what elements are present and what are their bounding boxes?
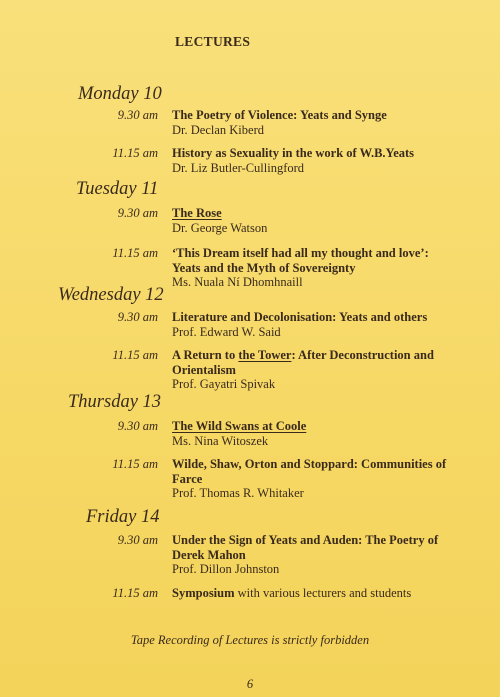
lecture-title: ‘This Dream itself had all my thought and love’:: [172, 246, 429, 260]
title-underlined-part: the Tower: [238, 348, 292, 362]
lecture-entry: [172, 206, 462, 235]
day-heading-friday: Friday 14: [86, 507, 160, 527]
lecturer-name: Prof. Thomas R. Whitaker: [172, 486, 304, 500]
lecturer-name: Dr. George Watson: [172, 220, 268, 235]
time-label: 9.30 am: [117, 206, 158, 220]
lecture-title: The Wild Swans at Coole: [172, 419, 307, 433]
lecture-title-continued: Yeats and the Myth of Sovereignty: [172, 260, 356, 275]
lecture-title: Symposium: [172, 586, 235, 600]
time-label: 11.15 am: [112, 348, 158, 362]
symposium-line: [172, 586, 411, 600]
lecturer-name: Prof. Dillon Johnston: [172, 562, 280, 576]
title-part: A Return to: [172, 348, 239, 362]
lecturer-name: Dr. Liz Butler-Cullingford: [172, 160, 305, 175]
page-title: LECTURES: [175, 34, 251, 49]
lecture-title: Wilde, Shaw, Orton and Stoppard: Communities of: [172, 457, 447, 471]
lecture-entry: [172, 419, 462, 448]
lecture-title: [172, 348, 462, 363]
lecture-entry: [172, 108, 462, 137]
lecture-entry: [172, 586, 462, 601]
lecture-entry: [172, 348, 462, 392]
lecture-title: Under the Sign of Yeats and Auden: The Poetry of: [172, 533, 439, 547]
page-number: 6: [246, 677, 254, 691]
day-heading-thursday: Thursday 13: [68, 392, 162, 412]
lecture-entry: [172, 533, 462, 577]
time-label: 9.30 am: [117, 310, 158, 324]
time-label: 9.30 am: [117, 108, 158, 122]
time-label: 11.15 am: [112, 586, 158, 600]
lecture-title: The Poetry of Violence: Yeats and Synge: [172, 108, 387, 122]
lecture-title-continued: Derek Mahon: [172, 547, 246, 562]
lecturer-name: Ms. Nuala Ní Dhomhnaill: [172, 275, 303, 289]
day-heading-wednesday: Wednesday 12: [58, 285, 164, 305]
lecturer-name: Dr. Declan Kiberd: [172, 122, 264, 137]
time-label: 11.15 am: [112, 457, 158, 471]
lecturer-name: Prof. Edward W. Said: [172, 324, 281, 339]
lecture-title-continued: Farce: [172, 471, 203, 486]
time-label: 11.15 am: [112, 246, 158, 260]
lecture-entry: [172, 246, 462, 290]
lecturer-name: Ms. Nina Witoszek: [172, 433, 269, 448]
day-heading-tuesday: Tuesday 11: [76, 179, 159, 199]
lecture-entry: [172, 310, 462, 339]
lecture-title: The Rose: [172, 206, 222, 220]
time-label: 11.15 am: [112, 146, 158, 160]
time-label: 9.30 am: [117, 533, 158, 547]
lecturer-name: Prof. Gayatri Spivak: [172, 377, 276, 391]
lecture-entry: [172, 146, 462, 175]
time-label: 9.30 am: [117, 419, 158, 433]
lecture-title: History as Sexuality in the work of W.B.Yeats: [172, 146, 415, 160]
lecture-title: Literature and Decolonisation: Yeats and others: [172, 310, 428, 324]
title-part: : After Deconstruction and: [291, 348, 434, 362]
lecture-entry: [172, 457, 462, 501]
symposium-description: with various lecturers and students: [234, 586, 412, 600]
recording-notice: Tape Recording of Lectures is strictly forbidden: [130, 633, 370, 647]
lecture-title-continued: Orientalism: [172, 362, 236, 377]
day-heading-monday: Monday 10: [78, 84, 162, 104]
